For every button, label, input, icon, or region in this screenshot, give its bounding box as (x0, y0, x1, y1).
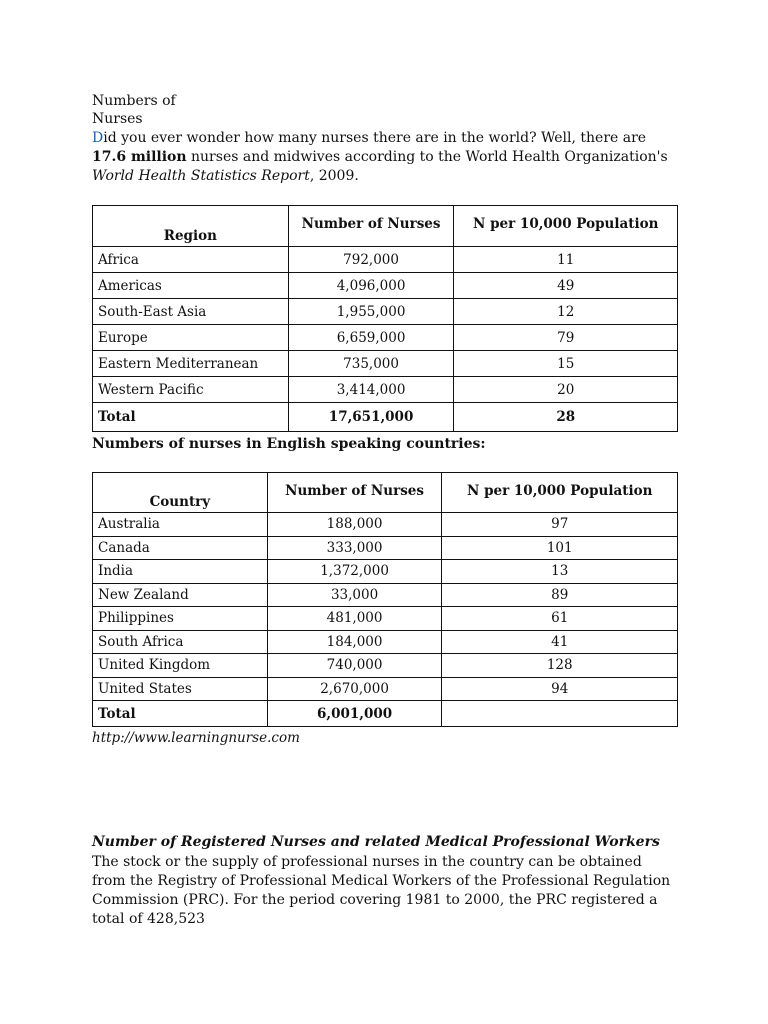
nurse-count: 3,414,000 (288, 377, 454, 403)
table-row (93, 607, 678, 631)
countries-table (92, 472, 678, 727)
table-row (93, 325, 678, 351)
nurse-ratio: 41 (442, 630, 678, 654)
table-row (93, 630, 678, 654)
nurse-ratio: 101 (442, 536, 678, 560)
nurse-count: 1,955,000 (288, 299, 454, 325)
header-number-of-nurses: Number of Nurses (267, 473, 442, 513)
nurse-count: 1,372,000 (267, 560, 442, 584)
header-region: Region (93, 206, 289, 247)
nurse-ratio: 89 (442, 583, 678, 607)
region-name: Africa (93, 247, 289, 273)
region-name: Western Pacific (93, 377, 289, 403)
english-countries-heading: Numbers of nurses in English speaking countries: (92, 436, 486, 452)
nurse-count: 6,659,000 (288, 325, 454, 351)
country-name: Philippines (93, 607, 268, 631)
nurse-count: 481,000 (267, 607, 442, 631)
nurse-ratio: 13 (442, 560, 678, 584)
table-row (93, 513, 678, 537)
table-row (93, 299, 678, 325)
table-row (93, 247, 678, 273)
country-name: New Zealand (93, 583, 268, 607)
total-label: Total (93, 403, 289, 432)
nurse-count: 333,000 (267, 536, 442, 560)
table-row (93, 273, 678, 299)
country-name: Australia (93, 513, 268, 537)
total-nurse-ratio: 28 (454, 403, 678, 432)
table-row (93, 654, 678, 678)
header-country: Country (93, 473, 268, 513)
country-name: South Africa (93, 630, 268, 654)
header-number-of-nurses: Number of Nurses (288, 206, 454, 247)
nurse-count: 2,670,000 (267, 677, 442, 701)
page-title (92, 92, 682, 128)
nurse-ratio: 61 (442, 607, 678, 631)
country-name: India (93, 560, 268, 584)
country-name: United Kingdom (93, 654, 268, 678)
table-row (93, 351, 678, 377)
nurse-ratio: 12 (454, 299, 678, 325)
section-paragraph: The stock or the supply of professional nurses in the country can be obtained from the Registry of Professional Medical Workers of the Professional Regulation Commission (PRC). For the period covering 1981 to 2000, the PRC registered a total of 428,523 (92, 854, 671, 927)
total-label: Total (93, 701, 268, 727)
nurse-count: 4,096,000 (288, 273, 454, 299)
region-name: Americas (93, 273, 289, 299)
total-nurse-count: 17,651,000 (288, 403, 454, 432)
source-link[interactable]: http://www.learningnurse.com (92, 730, 300, 746)
intro-text-3: , 2009. (309, 168, 359, 184)
region-name: Europe (93, 325, 289, 351)
regions-header-row (93, 206, 678, 247)
country-name: Canada (93, 536, 268, 560)
document-page (92, 92, 682, 746)
table-row (93, 536, 678, 560)
countries-header-row (93, 473, 678, 513)
nurse-ratio: 20 (454, 377, 678, 403)
drop-letter: D (92, 130, 104, 146)
countries-total-row (93, 701, 678, 727)
nurse-count: 735,000 (288, 351, 454, 377)
table-row (93, 377, 678, 403)
table-row (93, 677, 678, 701)
intro-paragraph (92, 129, 682, 186)
nurse-ratio: 97 (442, 513, 678, 537)
region-name: South-East Asia (93, 299, 289, 325)
nurse-count: 740,000 (267, 654, 442, 678)
total-nurse-ratio (442, 701, 678, 727)
intro-text-1: id you ever wonder how many nurses there are in the world? Well, there are (103, 130, 647, 146)
section-heading: Number of Registered Nurses and related Medical Professional Workers (92, 834, 660, 850)
header-n-per-10000: N per 10,000 Population (454, 206, 678, 247)
regions-total-row (93, 403, 678, 432)
title-line-2: Nurses (92, 111, 143, 127)
table-row (93, 560, 678, 584)
nurse-ratio: 11 (454, 247, 678, 273)
regions-table (92, 205, 678, 432)
nurse-count: 188,000 (267, 513, 442, 537)
intro-report-name: World Health Statistics Report (92, 168, 310, 184)
header-n-per-10000: N per 10,000 Population (442, 473, 678, 513)
nurse-ratio: 15 (454, 351, 678, 377)
intro-text-2: nurses and midwives according to the World Health Organization's (186, 149, 668, 165)
nurse-ratio: 94 (442, 677, 678, 701)
nurse-ratio: 49 (454, 273, 678, 299)
country-name: United States (93, 677, 268, 701)
title-line-1: Numbers of (92, 93, 176, 109)
nurse-ratio: 128 (442, 654, 678, 678)
intro-bold-figure: 17.6 million (92, 149, 187, 165)
nurse-count: 792,000 (288, 247, 454, 273)
nurse-count: 33,000 (267, 583, 442, 607)
nurse-ratio: 79 (454, 325, 678, 351)
nurse-count: 184,000 (267, 630, 442, 654)
total-nurse-count: 6,001,000 (267, 701, 442, 727)
region-name: Eastern Mediterranean (93, 351, 289, 377)
table-row (93, 583, 678, 607)
